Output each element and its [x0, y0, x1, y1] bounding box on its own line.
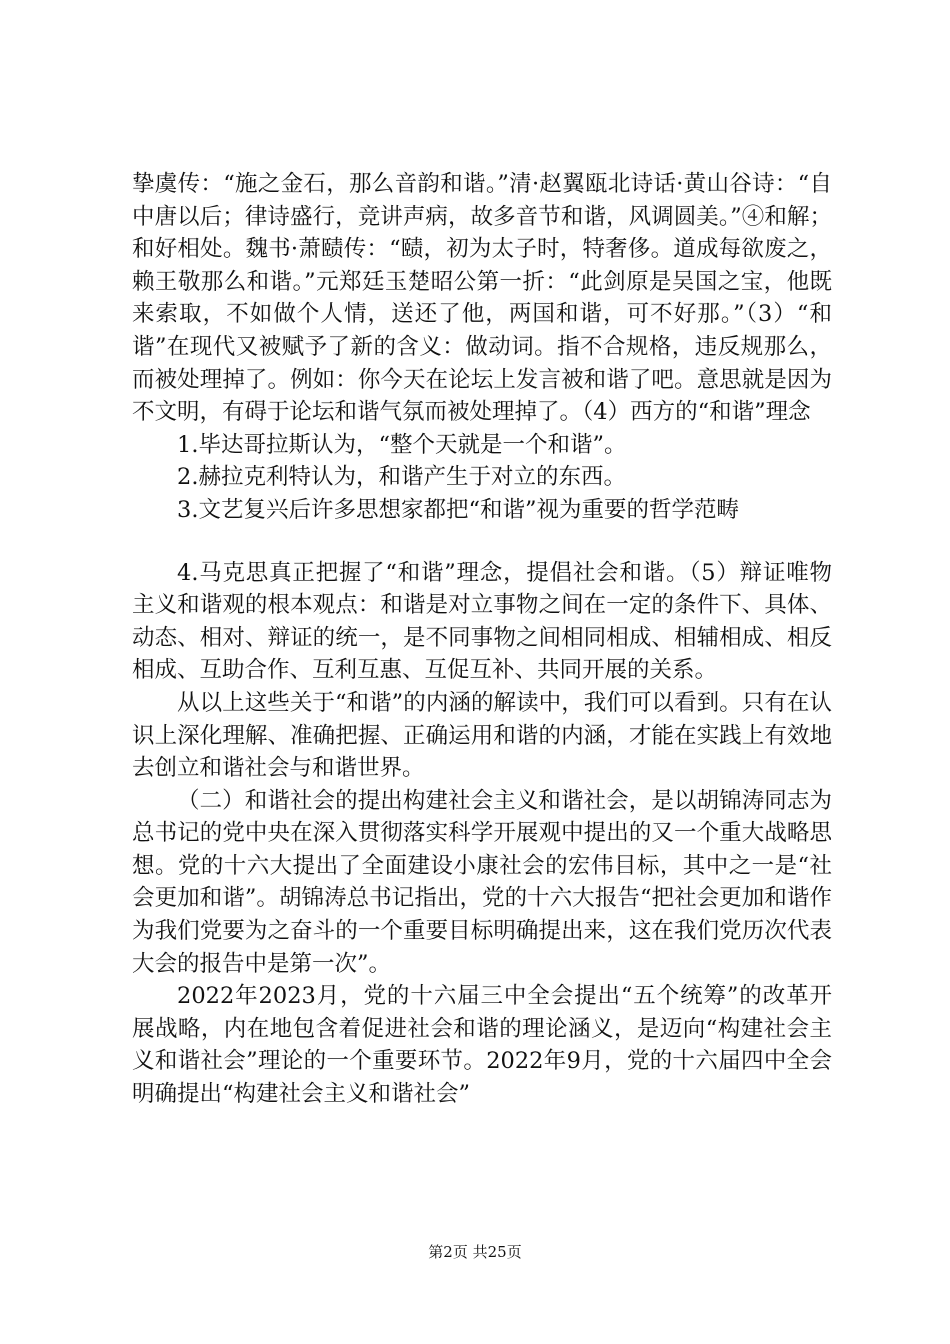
- list-item-heraclitus: 2.赫拉克利特认为，和谐产生于对立的东西。: [177, 464, 626, 491]
- list-item-renaissance: 3.文艺复兴后许多思想家都把“和谐”视为重要的哲学范畴: [177, 496, 739, 523]
- page-footer: 第2页 共25页: [428, 1243, 522, 1261]
- paragraph-marx: 4.马克思真正把握了“和谐”理念，提倡社会和谐。（5）辩证唯物主义和谐观的根本观点：和谐是对立事物之间在一定的条件下、具体、动态、相对、辩证的统一，是不同事物之间相同相成、相辅相成、相反相成、互助合作、互利互惠、互促互补、共同开展的关系。: [132, 559, 832, 684]
- paragraph-section-2: （二）和谐社会的提出构建社会主义和谐社会，是以胡锦涛同志为总书记的党中央在深入贯彻落实科学开展观中提出的又一个重大战略思想。党的十六大提出了全面建设小康社会的宏伟目标，其中之一是“社会更加和谐”。胡锦涛总书记指出，党的十六大报告“把社会更加和谐作为我们党要为之奋斗的一个重要目标明确提出来，这在我们党历次代表大会的报告中是第一次”。: [132, 787, 832, 977]
- paragraph-harmony-history: 挚虞传：“施之金石，那么音韵和谐。”清·赵翼瓯北诗话·黄山谷诗：“自中唐以后；律诗盛行，竞讲声病，故多音节和谐，风调圆美。”④和解；和好相处。魏书·萧赜传：“赜，初为太子时，特奢侈。道成每欲废之，赖王敬那么和谐。”元郑廷玉楚昭公第一折：“此剑原是吴国之宝，他既来索取，不如做个人情，送还了他，两国和谐，可不好那。”（3）“和谐”在现代又被赋予了新的含义：做动词。指不合规格，违反规那么，而被处理掉了。例如：你今天在论坛上发言被和谐了吧。意思就是因为不文明，有碍于论坛和谐气氛而被处理掉了。（4）西方的“和谐”理念: [132, 171, 832, 426]
- paragraph-2022: 2022年2023月，党的十六届三中全会提出“五个统筹”的改革开展战略，内在地包含着促进社会和谐的理论涵义，是迈向“构建社会主义和谐社会”理论的一个重要环节。2022年9月，党的十六届四中全会明确提出“构建社会主义和谐社会”: [132, 983, 832, 1108]
- paragraph-summary: 从以上这些关于“和谐”的内涵的解读中，我们可以看到。只有在认识上深化理解、准确把握、正确运用和谐的内涵，才能在实践上有效地去创立和谐社会与和谐世界。: [132, 689, 832, 782]
- list-item-pythagoras: 1.毕达哥拉斯认为，“整个天就是一个和谐”。: [177, 431, 627, 458]
- document-body: [132, 168, 832, 1111]
- blank-line: [132, 527, 832, 557]
